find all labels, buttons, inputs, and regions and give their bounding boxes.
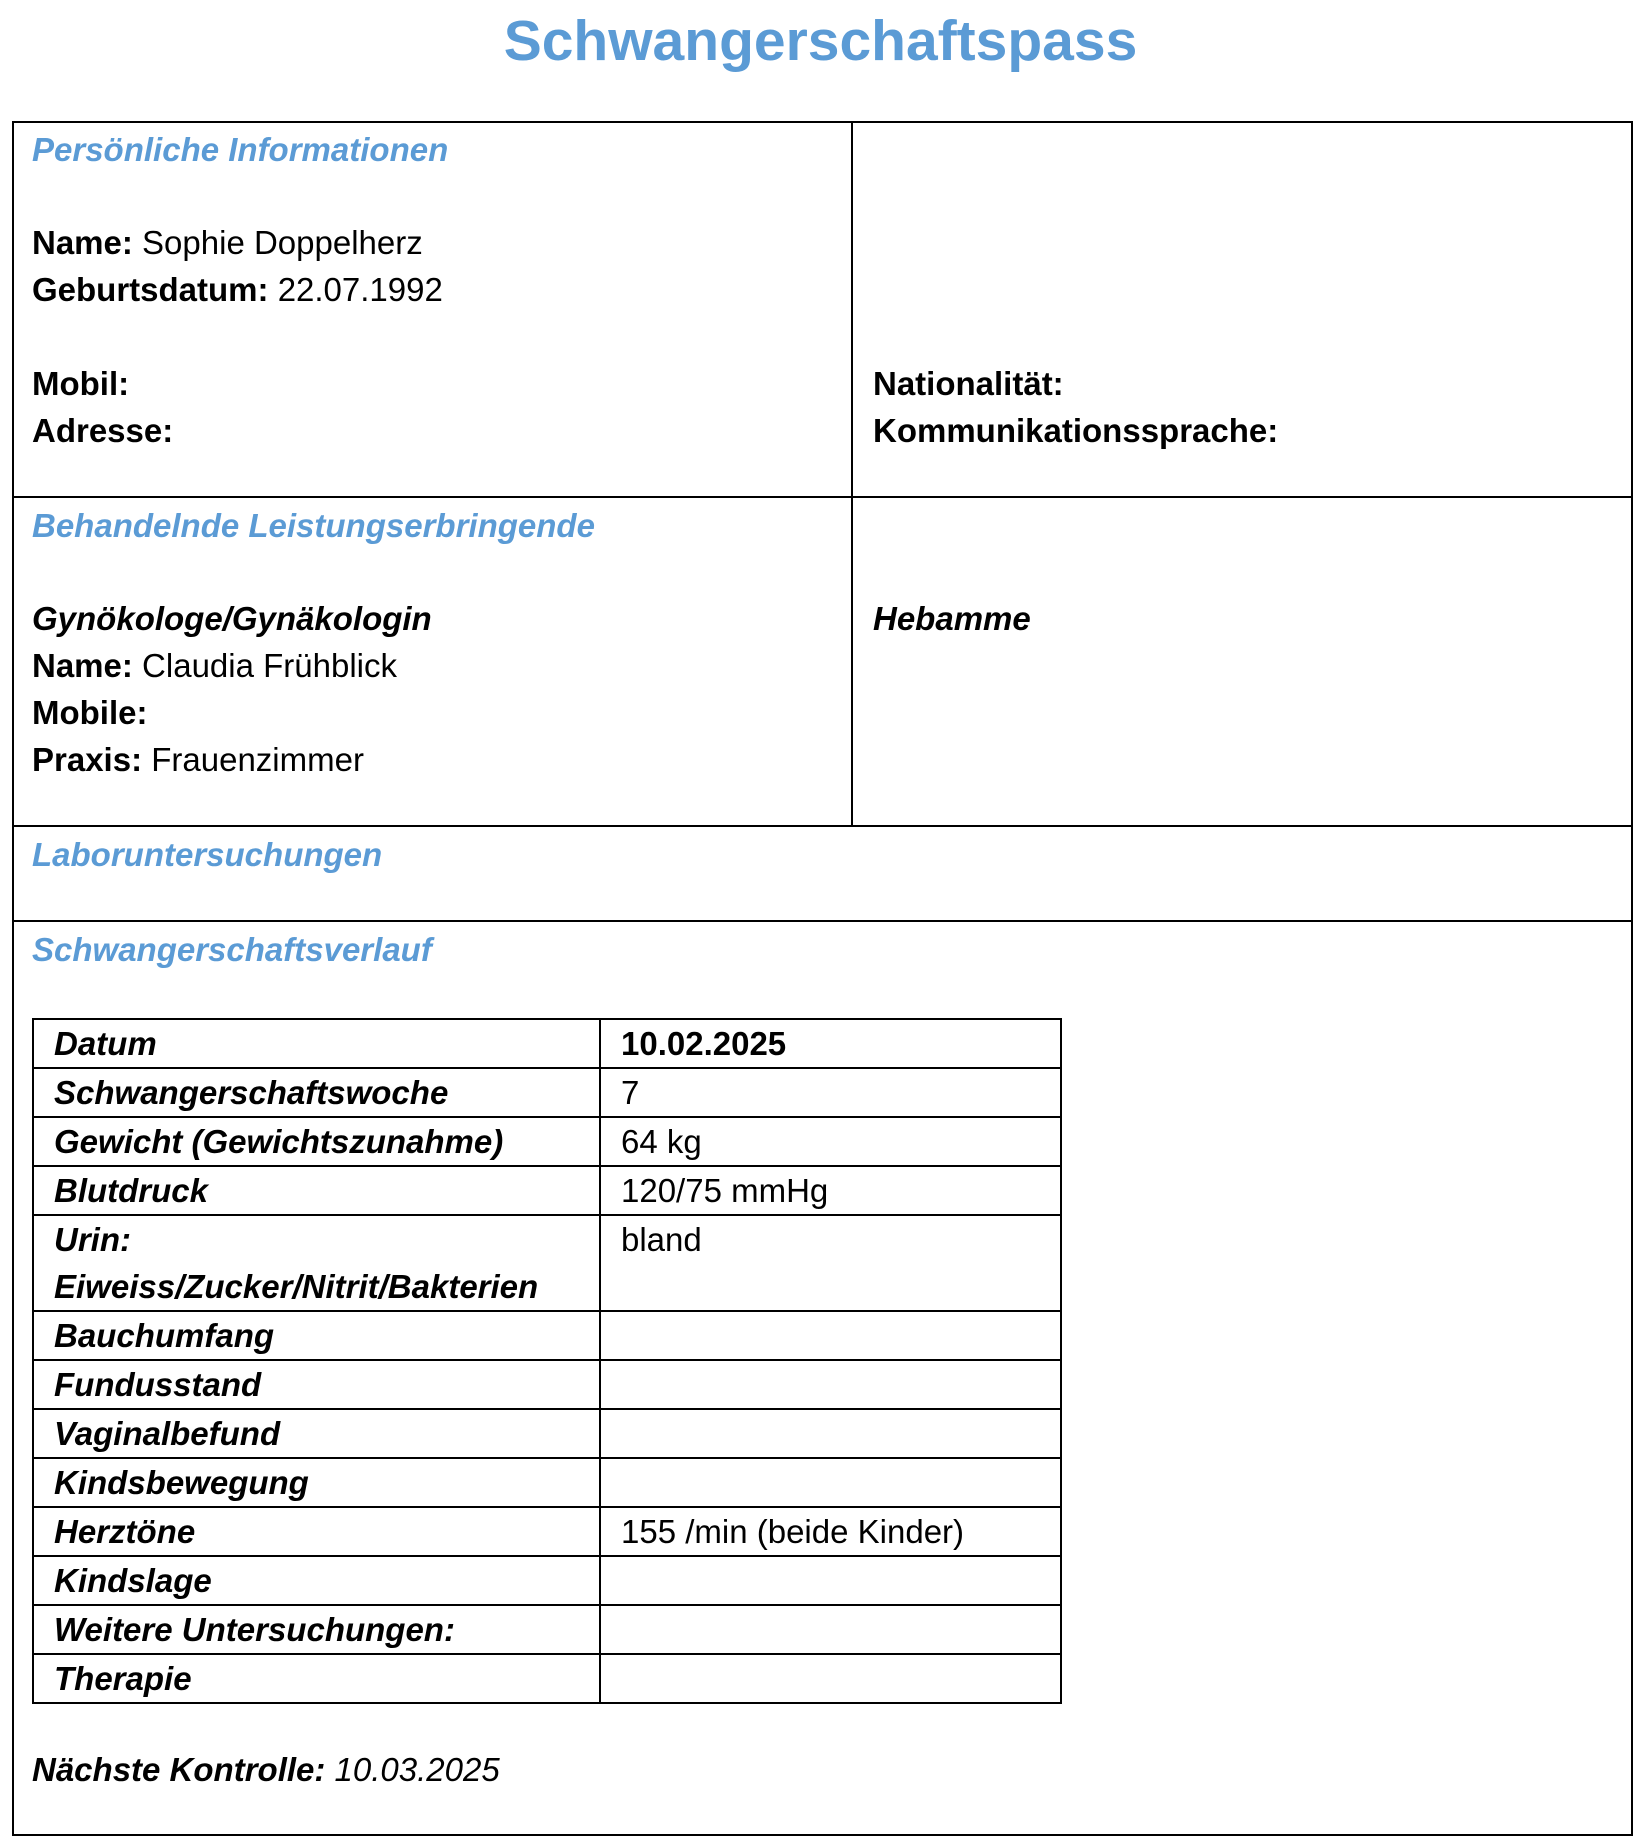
next-checkup-row — [32, 1746, 500, 1793]
urine-label-line2: Eiweiss/Zucker/Nitrit/Bakterien — [54, 1268, 539, 1305]
table-row — [33, 1311, 1061, 1360]
table-row — [33, 1654, 1061, 1703]
row-label-further-exams: Weitere Untersuchungen: — [33, 1605, 600, 1654]
row-label-vaginal-finding: Vaginalbefund — [33, 1409, 600, 1458]
table-row — [33, 1068, 1061, 1117]
practice-value: Frauenzimmer — [151, 741, 364, 778]
name-row — [32, 219, 423, 266]
row-label-weight: Gewicht (Gewichtszunahme) — [33, 1117, 600, 1166]
row-value-therapy — [600, 1654, 1061, 1703]
row-value-date: 10.02.2025 — [600, 1019, 1061, 1068]
row-value-blood-pressure: 120/75 mmHg — [600, 1166, 1061, 1215]
practice-label: Praxis: — [32, 741, 143, 778]
mobile-label: Mobil: — [32, 365, 130, 402]
gynecologist-mobile-label: Mobile: — [32, 694, 148, 731]
divider-providers — [12, 825, 1633, 827]
gynecologist-name-label: Name: — [32, 647, 133, 684]
nationality-label: Nationalität: — [873, 365, 1064, 402]
midwife-heading: Hebamme — [873, 600, 1031, 637]
table-row — [33, 1166, 1061, 1215]
row-value-urine: bland — [600, 1215, 1061, 1311]
row-label-fundus: Fundusstand — [33, 1360, 600, 1409]
birthdate-value: 22.07.1992 — [277, 271, 443, 308]
row-label-blood-pressure: Blutdruck — [33, 1166, 600, 1215]
table-row — [33, 1605, 1061, 1654]
name-value: Sophie Doppelherz — [142, 224, 423, 261]
row-value-vaginal-finding — [600, 1409, 1061, 1458]
next-checkup-label: Nächste Kontrolle: — [32, 1751, 326, 1788]
row-label-belly-circumference: Bauchumfang — [33, 1311, 600, 1360]
row-value-weight: 64 kg — [600, 1117, 1061, 1166]
row-value-child-position — [600, 1556, 1061, 1605]
gynecologist-heading: Gynökologe/Gynäkologin — [32, 600, 432, 637]
next-checkup-value: 10.03.2025 — [334, 1751, 500, 1788]
column-divider — [851, 121, 853, 827]
urine-label-line1: Urin: — [54, 1221, 131, 1258]
birthdate-row — [32, 266, 443, 313]
pregnancy-course-table — [32, 1018, 1062, 1704]
row-label-date: Datum — [33, 1019, 600, 1068]
row-value-further-exams — [600, 1605, 1061, 1654]
lab-heading: Laboruntersuchungen — [32, 836, 383, 873]
table-row — [33, 1556, 1061, 1605]
gynecologist-name-value: Claudia Frühblick — [142, 647, 397, 684]
providers-heading: Behandelnde Leistungserbringende — [32, 507, 595, 544]
birthdate-label: Geburtsdatum: — [32, 271, 269, 308]
row-label-therapy: Therapie — [33, 1654, 600, 1703]
table-row — [33, 1360, 1061, 1409]
row-value-week: 7 — [600, 1068, 1061, 1117]
table-row — [33, 1507, 1061, 1556]
practice-row — [32, 736, 364, 783]
divider-lab — [12, 920, 1633, 922]
gynecologist-name-row — [32, 642, 397, 689]
address-label: Adresse: — [32, 412, 174, 449]
row-value-belly-circumference — [600, 1311, 1061, 1360]
page-title: Schwangerschaftspass — [503, 9, 1138, 73]
row-label-child-position: Kindslage — [33, 1556, 600, 1605]
table-row — [33, 1409, 1061, 1458]
row-label-child-movement: Kindsbewegung — [33, 1458, 600, 1507]
language-label: Kommunikationssprache: — [873, 412, 1279, 449]
row-label-urine — [33, 1215, 600, 1311]
row-value-heart-tones: 155 /min (beide Kinder) — [600, 1507, 1061, 1556]
table-row — [33, 1117, 1061, 1166]
row-value-fundus — [600, 1360, 1061, 1409]
row-value-child-movement — [600, 1458, 1061, 1507]
table-row — [33, 1019, 1061, 1068]
row-label-heart-tones: Herztöne — [33, 1507, 600, 1556]
divider-personal — [12, 496, 1633, 498]
personal-info-heading: Persönliche Informationen — [32, 131, 449, 168]
table-row — [33, 1215, 1061, 1311]
course-heading: Schwangerschaftsverlauf — [32, 931, 432, 968]
name-label: Name: — [32, 224, 133, 261]
row-label-week: Schwangerschaftswoche — [33, 1068, 600, 1117]
table-row — [33, 1458, 1061, 1507]
